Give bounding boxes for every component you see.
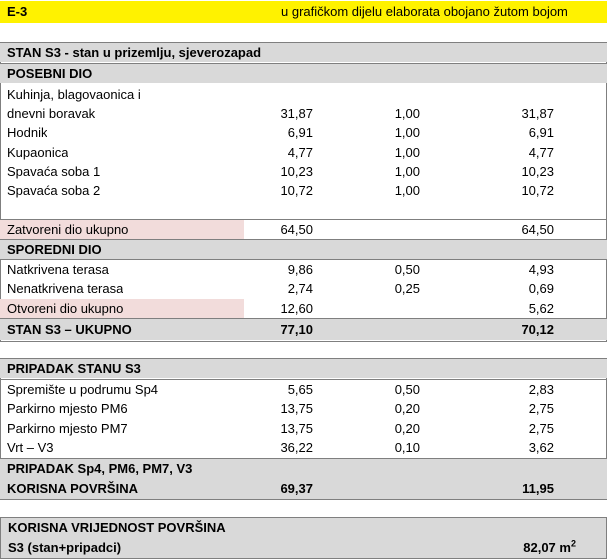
grand-total-label-line2: S3 (stan+pripadci) [8,540,122,555]
open-subtotal-row [0,299,607,318]
room-name: Natkrivena terasa [7,262,109,277]
main-row-0 [0,104,607,123]
main-row-4 [0,181,607,200]
room-name-line1: Kuhinja, blagovaonica i [7,87,141,102]
appurtenance-row-0 [0,379,607,399]
appurtenance-area: 5,65 [287,382,313,397]
appurtenances-total-label-line2: KORISNA POVRŠINA [7,481,138,496]
header-note: u grafičkom dijelu elaborata obojano žutom bojom [281,4,568,19]
grand-total-unit-sup: 2 [570,538,576,549]
appurtenance-name: Spremište u podrumu Sp4 [7,382,159,397]
room-useful: 4,93 [528,262,554,277]
room-useful: 4,77 [528,145,554,160]
appurtenances-title-row [0,359,607,378]
appurtenance-row-3 [0,438,607,457]
grand-total-value: 82,07 [523,540,556,555]
room-useful: 10,72 [521,183,554,198]
appurtenance-area: 13,75 [280,421,313,436]
room-area: 10,23 [280,164,313,179]
open-subtotal-area: 12,60 [280,301,313,316]
appurtenance-coef: 0,20 [394,421,420,436]
secondary-section-title-row [0,239,607,259]
room-area: 6,91 [287,125,313,140]
appurtenance-name: Parkirno mjesto PM6 [7,401,128,416]
main-section-title: POSEBNI DIO [7,66,93,81]
room-useful: 6,91 [528,125,554,140]
room-name: Nenatkrivena terasa [7,281,124,296]
appurtenance-name: Parkirno mjesto PM7 [7,421,128,436]
grand-total-value-cell [471,538,576,558]
unit-total-label: STAN S3 – UKUPNO [7,322,132,337]
secondary-row-1 [0,279,607,298]
main-row-1 [0,123,607,142]
unit-total-useful: 70,12 [521,322,554,337]
appurtenances-total-label-line1: PRIPADAK Sp4, PM6, PM7, V3 [7,461,193,476]
room-useful: 31,87 [521,106,554,121]
room-coef: 1,00 [394,164,420,179]
closed-subtotal-area: 64,50 [280,222,313,237]
appurtenances-total-area: 69,37 [280,481,313,496]
header-row [0,1,607,23]
unit-total-row [0,318,607,340]
secondary-row-0 [0,259,607,279]
appurtenance-coef: 0,10 [394,440,420,455]
appurtenance-coef: 0,20 [394,401,420,416]
room-name: Kupaonica [7,145,69,160]
appurtenance-area: 36,22 [280,440,313,455]
appurtenances-title: PRIPADAK STANU S3 [7,361,141,376]
main-row-2 [0,143,607,162]
main-row-0-first-line [0,85,607,104]
room-name: Spavaća soba 1 [7,164,101,179]
room-area: 4,77 [287,145,313,160]
unit-title-row [0,43,607,62]
appurtenance-area: 13,75 [280,401,313,416]
room-coef: 0,25 [394,281,420,296]
room-coef: 1,00 [394,125,420,140]
appurtenance-useful: 2,75 [528,401,554,416]
appurtenances-total-row [0,458,607,499]
grand-total-block [0,517,607,559]
secondary-section-title: SPOREDNI DIO [7,242,102,257]
main-section-title-row [0,63,607,83]
room-coef: 1,00 [394,106,420,121]
appurtenance-row-1 [0,399,607,418]
room-area: 31,87 [280,106,313,121]
unit-total-area: 77,10 [280,322,313,337]
main-row-3 [0,162,607,181]
appurtenance-useful: 2,75 [528,421,554,436]
room-coef: 1,00 [394,183,420,198]
header-code: E-3 [7,4,28,19]
room-area: 2,74 [287,281,313,296]
room-area: 10,72 [280,183,313,198]
room-name: dnevni boravak [7,106,96,121]
room-useful: 0,69 [528,281,554,296]
open-subtotal-useful: 5,62 [528,301,554,316]
unit-title: STAN S3 - stan u prizemlju, sjeverozapad [7,45,262,60]
room-name: Hodnik [7,125,48,140]
closed-subtotal-label: Zatvoreni dio ukupno [7,222,129,237]
closed-subtotal-useful: 64,50 [521,222,554,237]
appurtenances-total-useful: 11,95 [522,481,554,496]
room-useful: 10,23 [521,164,554,179]
open-subtotal-label: Otvoreni dio ukupno [7,301,124,316]
room-coef: 1,00 [394,145,420,160]
grand-total-unit: m [559,540,571,555]
room-name: Spavaća soba 2 [7,183,101,198]
appurtenance-useful: 2,83 [528,382,554,397]
closed-subtotal-row [0,219,607,239]
appurtenance-useful: 3,62 [528,440,554,455]
appurtenance-name: Vrt – V3 [7,440,54,455]
room-area: 9,86 [287,262,313,277]
room-coef: 0,50 [394,262,420,277]
appurtenance-coef: 0,50 [394,382,420,397]
appurtenance-row-2 [0,419,607,438]
grand-total-label-line1: KORISNA VRIJEDNOST POVRŠINA [8,520,226,535]
